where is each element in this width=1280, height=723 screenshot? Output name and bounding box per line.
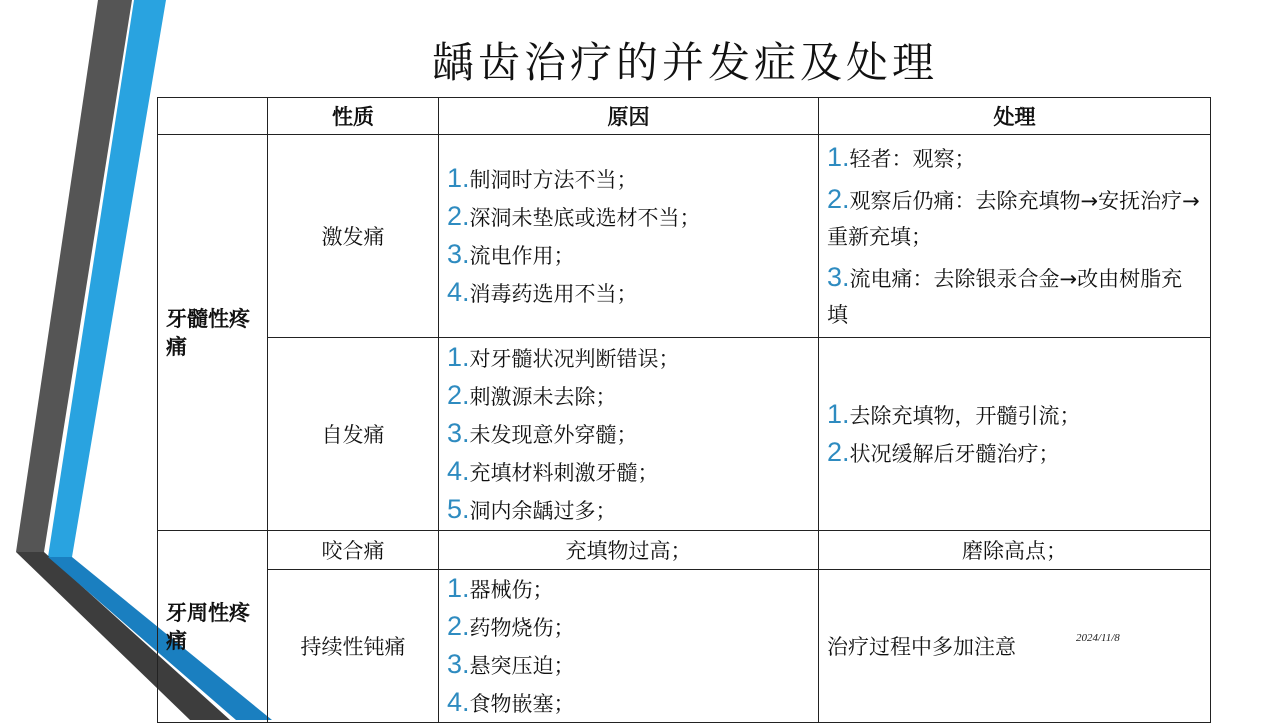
cause-list — [447, 570, 810, 722]
treatment-list — [827, 396, 1202, 472]
list-item: 3.流电作用； — [447, 239, 575, 269]
list-item: 4.食物嵌塞； — [447, 687, 575, 717]
nature-cell: 咬合痛 — [268, 531, 439, 570]
list-item: 2.药物烧伤； — [447, 611, 575, 641]
treatment-cell: 磨除高点； — [819, 531, 1211, 570]
nature-cell: 持续性钝痛 — [268, 570, 439, 723]
page-title: 龋齿治疗的并发症及处理 — [431, 38, 938, 87]
header-treatment: 处理 — [819, 98, 1211, 135]
cause-list — [447, 339, 810, 529]
table-row — [158, 338, 1211, 531]
footer-date: 2024/11/8 — [1076, 632, 1120, 644]
list-item: 3.未发现意外穿髓； — [447, 418, 638, 448]
list-item: 1.制洞时方法不当； — [447, 163, 638, 193]
complications-table — [157, 97, 1211, 723]
list-item: 2.观察后仍痛：去除充填物→安抚治疗→重新充填； — [827, 184, 1200, 249]
cause-cell — [439, 570, 819, 723]
category-periodontal-pain — [158, 531, 268, 723]
list-item: 1.轻者：观察； — [827, 142, 976, 172]
nature-cell: 自发痛 — [268, 338, 439, 531]
treatment-cell — [819, 338, 1211, 531]
cause-cell: 充填物过高； — [439, 531, 819, 570]
header-row — [158, 98, 1211, 135]
list-item: 4.充填材料刺激牙髓； — [447, 456, 659, 486]
list-item: 2.深洞未垫底或选材不当； — [447, 201, 701, 231]
list-item: 1.去除充填物，开髓引流； — [827, 399, 1081, 429]
category-label: 牙周性疼痛 — [166, 600, 250, 653]
header-nature: 性质 — [268, 98, 439, 135]
list-item: 3.悬突压迫； — [447, 649, 575, 679]
table-row — [158, 570, 1211, 723]
cause-cell — [439, 135, 819, 338]
treatment-cell: 治疗过程中多加注意 — [819, 570, 1211, 723]
header-cause: 原因 — [439, 98, 819, 135]
treatment-cell — [819, 135, 1211, 338]
treatment-list — [827, 139, 1202, 333]
category-label: 牙髓性疼痛 — [166, 306, 250, 359]
table-row — [158, 531, 1211, 570]
nature-cell: 激发痛 — [268, 135, 439, 338]
list-item: 1.对牙髓状况判断错误； — [447, 342, 680, 372]
list-item: 2.刺激源未去除； — [447, 380, 617, 410]
list-item: 5.洞内余龋过多； — [447, 494, 617, 524]
category-pulpal-pain — [158, 135, 268, 531]
header-blank-cell — [158, 98, 268, 135]
list-item: 2.状况缓解后牙髓治疗； — [827, 437, 1060, 467]
list-item: 1.器械伤； — [447, 573, 554, 603]
list-item: 3.流电痛：去除银汞合金→改由树脂充填 — [827, 262, 1183, 327]
cause-cell — [439, 338, 819, 531]
list-item: 4.消毒药选用不当； — [447, 277, 638, 307]
table-row — [158, 135, 1211, 338]
cause-list — [447, 160, 810, 312]
